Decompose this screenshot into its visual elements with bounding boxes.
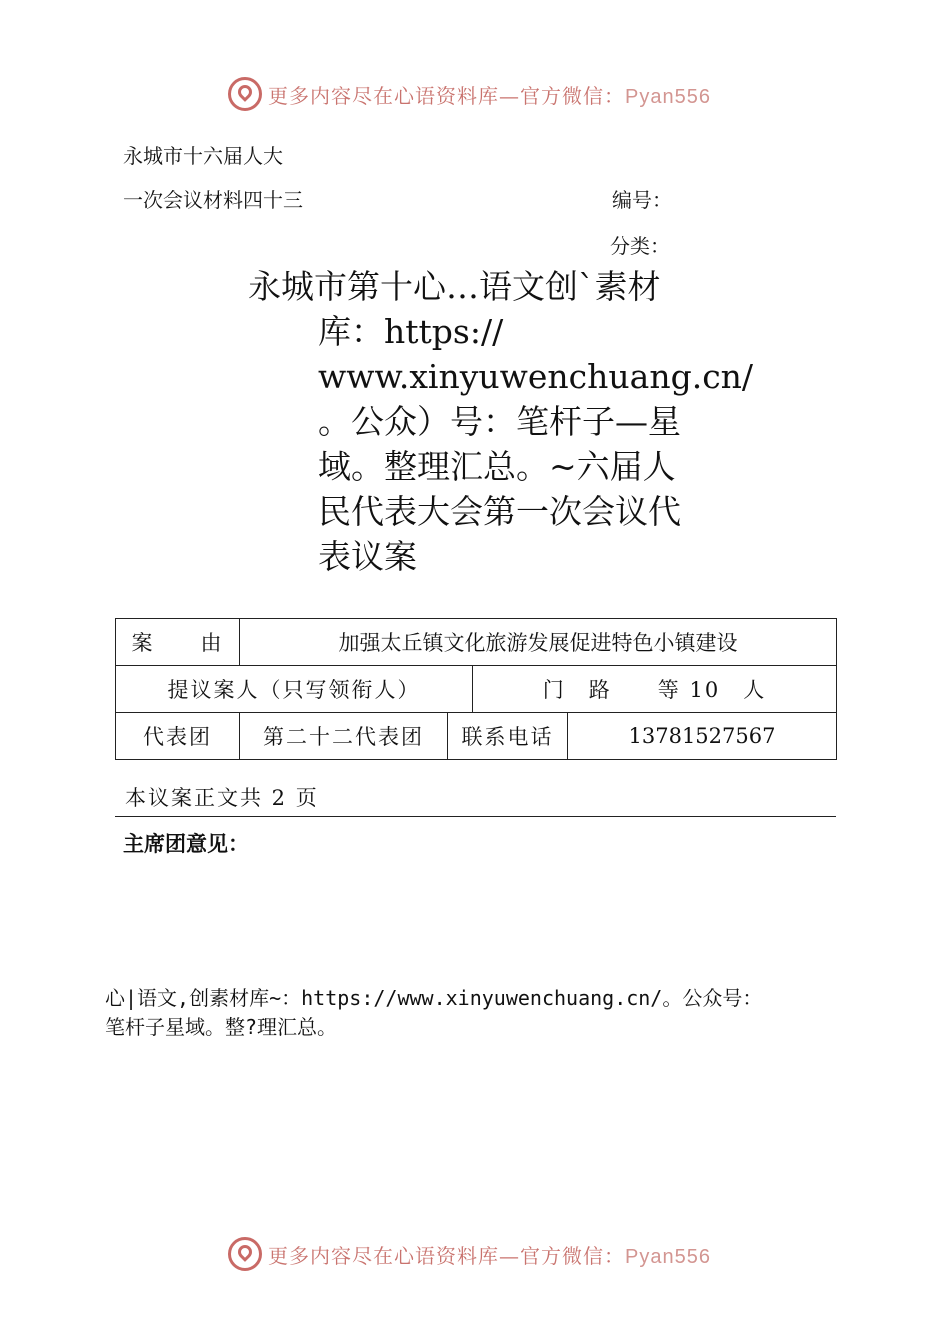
phone-label: 联系电话 <box>448 713 568 760</box>
proposal-info-table <box>115 618 837 760</box>
title-line: 。公众）号：笔杆子—星 <box>318 402 681 441</box>
delegation-value: 第二十二代表团 <box>240 713 448 760</box>
note-line: 笔杆子星域。整?理汇总。 <box>105 1015 338 1039</box>
watermark-text: 更多内容尽在心语资料库—官方微信：Pyan556 <box>268 1243 711 1268</box>
table-row <box>116 666 837 713</box>
header-line1: 永城市十六届人大 <box>123 144 283 168</box>
reason-value: 加强太丘镇文化旅游发展促进特色小镇建设 <box>240 619 837 666</box>
note-line: 心|语文,创素材库~：https://www.xinyuwenchuang.cn/。公众号： <box>105 986 763 1010</box>
category-label: 分类： <box>610 234 670 258</box>
phone-value: 13781527567 <box>568 713 837 760</box>
watermark-banner-top <box>228 74 748 114</box>
table-row <box>116 619 837 666</box>
logo-icon <box>228 77 262 111</box>
table-row <box>116 713 837 760</box>
title-line: 域。整理汇总。~六届人 <box>318 447 676 486</box>
source-note <box>105 984 865 1042</box>
number-label: 编号： <box>612 188 672 212</box>
delegation-label: 代表团 <box>116 713 240 760</box>
document-title <box>248 264 754 579</box>
watermark-text: 更多内容尽在心语资料库—官方微信：Pyan556 <box>268 83 711 108</box>
proposer-label: 提议案人（只写领衔人） <box>116 666 473 713</box>
watermark-banner-bottom <box>228 1234 748 1274</box>
title-line: 库：https:// <box>318 312 504 351</box>
title-line: 民代表大会第一次会议代 <box>318 492 681 531</box>
logo-icon <box>228 1237 262 1271</box>
pages-note: 本议案正文共 2 页 <box>125 786 319 810</box>
proposer-value: 门 路 等 10 人 <box>473 666 837 713</box>
reason-label: 案 由 <box>116 619 240 666</box>
title-line: 表议案 <box>318 537 417 576</box>
header-line2: 一次会议材料四十三 <box>123 188 303 212</box>
presidium-opinion-label: 主席团意见： <box>123 832 249 856</box>
title-line: www.xinyuwenchuang.cn/ <box>318 357 754 396</box>
pages-note-row <box>115 780 836 817</box>
title-line: 永城市第十心…语文创`素材 <box>248 267 661 306</box>
